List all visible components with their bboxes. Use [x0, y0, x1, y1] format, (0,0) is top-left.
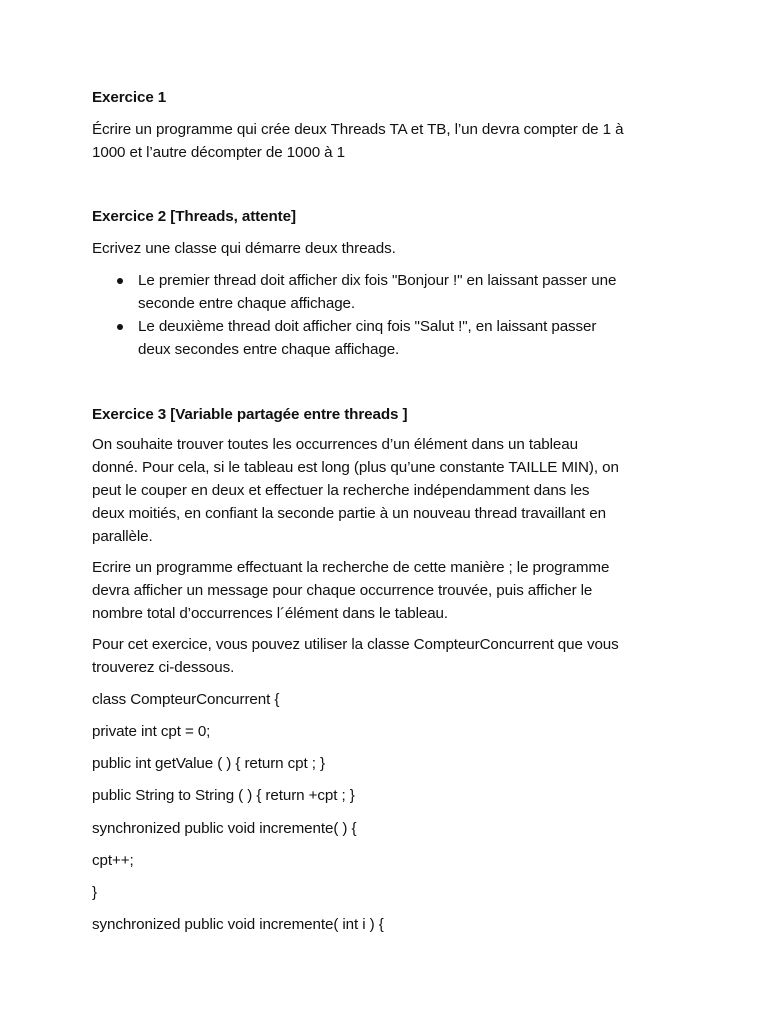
exercise3-paragraph-2: [92, 556, 692, 625]
exercise3-paragraph-3: [92, 633, 692, 679]
exercise2-intro: Ecrivez une classe qui démarre deux threads.: [92, 240, 396, 257]
paragraph-line: devra afficher un message pour chaque occurrence trouvée, puis afficher le: [92, 582, 593, 599]
exercise1-text: [92, 118, 692, 164]
paragraph-line: deux moitiés, en confiant la seconde partie à un nouveau thread travaillant en: [92, 505, 606, 522]
exercise1-line: Écrire un programme qui crée deux Threads TA et TB, l’un devra compter de 1 à: [92, 121, 624, 138]
list-item: [92, 269, 692, 315]
exercise1-title: Exercice 1: [92, 89, 167, 106]
code-line: synchronized public void incremente( int i ) {: [92, 916, 384, 933]
list-item: [92, 315, 692, 361]
code-line: public int getValue ( ) { return cpt ; }: [92, 755, 325, 772]
bullet-line: Le deuxième thread doit afficher cinq fois "Salut !", en laissant passer: [138, 318, 597, 335]
paragraph-line: Ecrire un programme effectuant la recherche de cette manière ; le programme: [92, 559, 610, 576]
bullet-line: Le premier thread doit afficher dix fois "Bonjour !" en laissant passer une: [138, 272, 617, 289]
code-line: synchronized public void incremente( ) {: [92, 820, 357, 837]
code-line: class CompteurConcurrent {: [92, 691, 280, 708]
paragraph-line: Pour cet exercice, vous pouvez utiliser la classe CompteurConcurrent que vous: [92, 636, 619, 653]
code-line: }: [92, 884, 97, 901]
code-line: public String to String ( ) { return +cpt ; }: [92, 787, 355, 804]
code-line: cpt++;: [92, 852, 134, 869]
paragraph-line: parallèle.: [92, 528, 153, 545]
exercise3-title: Exercice 3 [Variable partagée entre threads ]: [92, 406, 408, 423]
paragraph-line: peut le couper en deux et effectuer la recherche indépendamment dans les: [92, 482, 590, 499]
paragraph-line: nombre total d’occurrences l´élément dans le tableau.: [92, 605, 449, 622]
exercise3-paragraph-1: [92, 433, 692, 548]
bullet-line: deux secondes entre chaque affichage.: [138, 341, 400, 358]
code-line: private int cpt = 0;: [92, 723, 211, 740]
exercise2-bullet-list: [92, 269, 692, 361]
paragraph-line: On souhaite trouver toutes les occurrences d’un élément dans un tableau: [92, 436, 578, 453]
paragraph-line: trouverez ci-dessous.: [92, 659, 235, 676]
bullet-icon: [117, 278, 123, 284]
bullet-line: seconde entre chaque affichage.: [138, 295, 356, 312]
bullet-icon: [117, 324, 123, 330]
paragraph-line: donné. Pour cela, si le tableau est long (plus qu’une constante TAILLE MIN), on: [92, 459, 619, 476]
exercise1-line: 1000 et l’autre décompter de 1000 à 1: [92, 144, 345, 161]
exercise2-title: Exercice 2 [Threads, attente]: [92, 208, 296, 225]
